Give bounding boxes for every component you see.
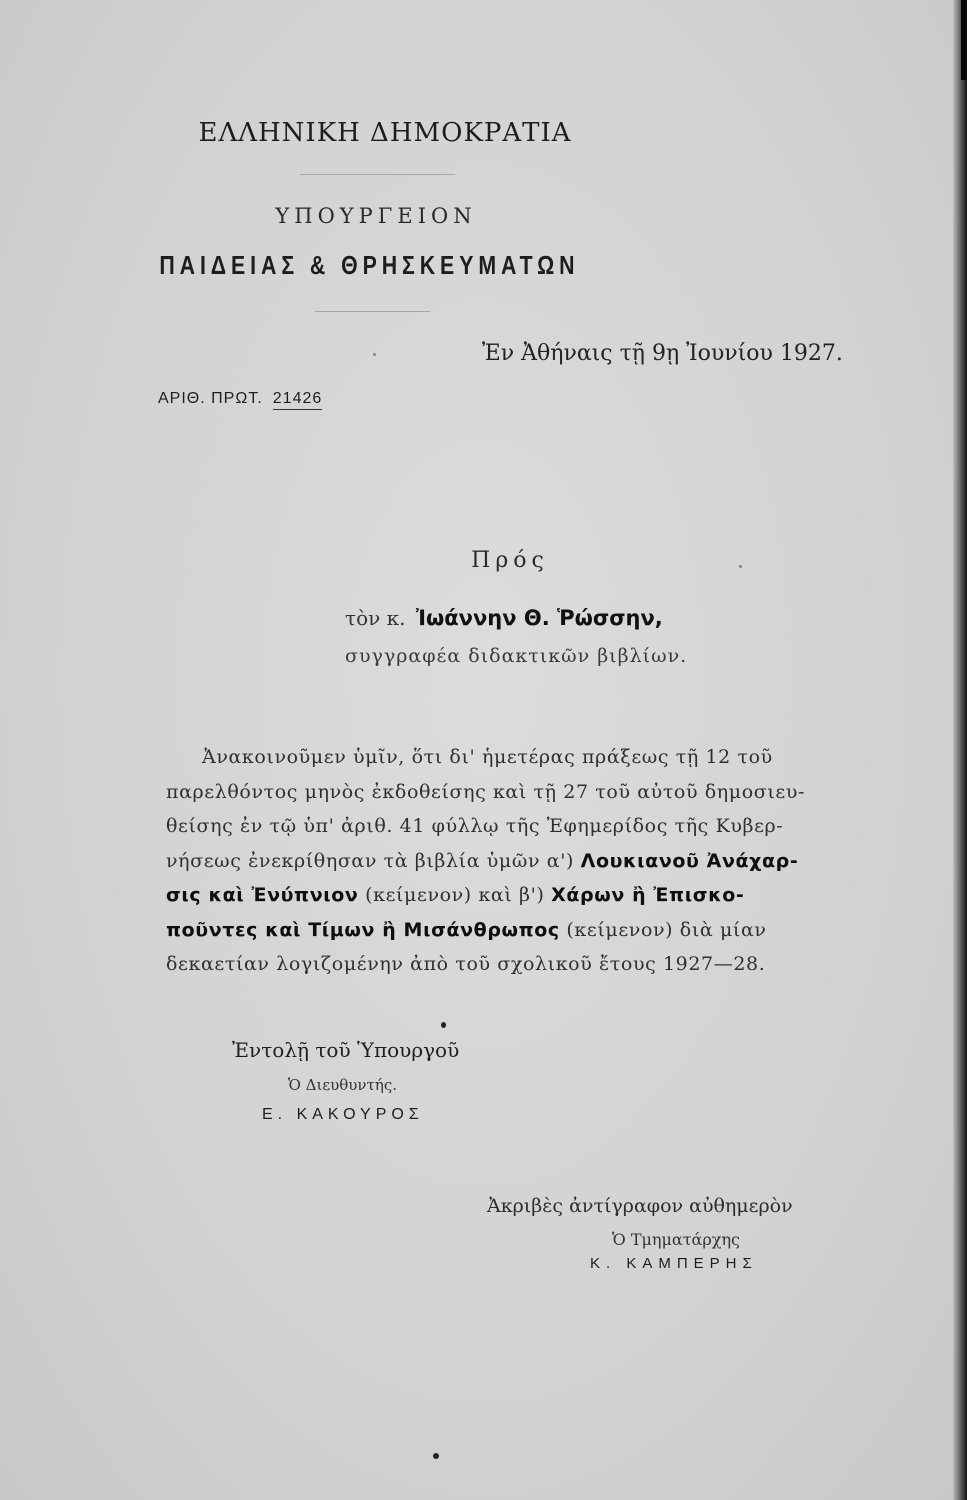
ministry-heading-line2: ΠΑΙΔΕΙΑΣ & ΘΡΗΣΚΕΥΜΑΤΩΝ (159, 250, 580, 280)
body-line (166, 878, 878, 913)
order-signature-line2: Ὁ Διευθυντής. (288, 1076, 397, 1094)
book-title: Χάρων ἢ Ἐπισκο- (551, 884, 745, 906)
body-line (166, 913, 878, 948)
book-title: Λουκιανοῦ Ἀνάχαρ- (580, 849, 799, 872)
body-line: θείσης ἐν τῷ ὑπ' ἀριθ. 41 φύλλῳ τῆς Ἐφημερίδος τῆς Κυβερ- (166, 815, 784, 837)
copy-certification-line2: Ὁ Τμηματάρχης (612, 1230, 740, 1249)
order-signature-line1: Ἐντολῇ τοῦ Ὑπουργοῦ (232, 1038, 460, 1062)
book-title: σις καὶ Ἐνύπνιον (166, 884, 359, 906)
recipient-name: Ἰωάννην Θ. Ῥώσσην, (415, 606, 663, 630)
ink-speck (433, 1453, 439, 1459)
recipient-title: συγγραφέα διδακτικῶν βιβλίων. (345, 645, 688, 667)
ink-speck (739, 565, 742, 568)
body-text-fragment: νήσεως ἐνεκρίθησαν τὰ βιβλία ὑμῶν α') (166, 849, 575, 872)
state-heading: ΕΛΛΗΝΙΚΗ ΔΗΜΟΚΡΑΤΙΑ (198, 118, 572, 148)
body-line: παρελθόντος μηνὸς ἐκδοθείσης καὶ τῇ 27 τοῦ αὐτοῦ δημοσιευ- (166, 780, 805, 803)
order-signatory-name: Ε. ΚΑΚΟΥΡΟΣ (262, 1106, 424, 1123)
copy-certification-line1: Ἀκριβὲς ἀντίγραφον αὐθημερὸν (487, 1195, 793, 1217)
scan-edge (953, 0, 967, 1500)
recipient-name-line (345, 606, 663, 630)
divider-rule (300, 174, 455, 175)
protocol-number (158, 390, 322, 408)
body-line: δεκαετίαν λογιζομένην ἀπὸ τοῦ σχολικοῦ ἔτους 1927—28. (166, 953, 766, 975)
copy-signatory-name: Κ. ΚΑΜΠΕΡΗΣ (590, 1255, 758, 1272)
document-date: Ἐν Ἀθήναις τῇ 9ῃ Ἰουνίου 1927. (482, 341, 843, 366)
body-text-fragment: (κείμενον) διὰ μίαν (566, 918, 767, 941)
recipient-prefix: τὸν κ. (345, 606, 406, 630)
body-line (166, 844, 878, 879)
salutation: Πρός (471, 548, 549, 573)
protocol-label: ΑΡΙΘ. ΠΡΩΤ. (158, 390, 263, 407)
body-text-fragment: (κείμενον) καὶ β') (365, 884, 545, 906)
body-line: Ἀνακοινοῦμεν ὑμῖν, ὅτι δι' ἡμετέρας πράξεως τῇ 12 τοῦ (202, 746, 773, 768)
divider-rule (315, 311, 430, 312)
ink-speck (373, 353, 376, 356)
protocol-value: 21426 (273, 390, 323, 410)
ink-speck (441, 1022, 446, 1028)
book-title: ποῦντες καὶ Τίμων ἢ Μισάνθρωπος (166, 918, 560, 941)
letter-body (166, 740, 878, 982)
ministry-heading-line1: ΥΠΟΥΡΓΕΙΟΝ (275, 204, 477, 228)
